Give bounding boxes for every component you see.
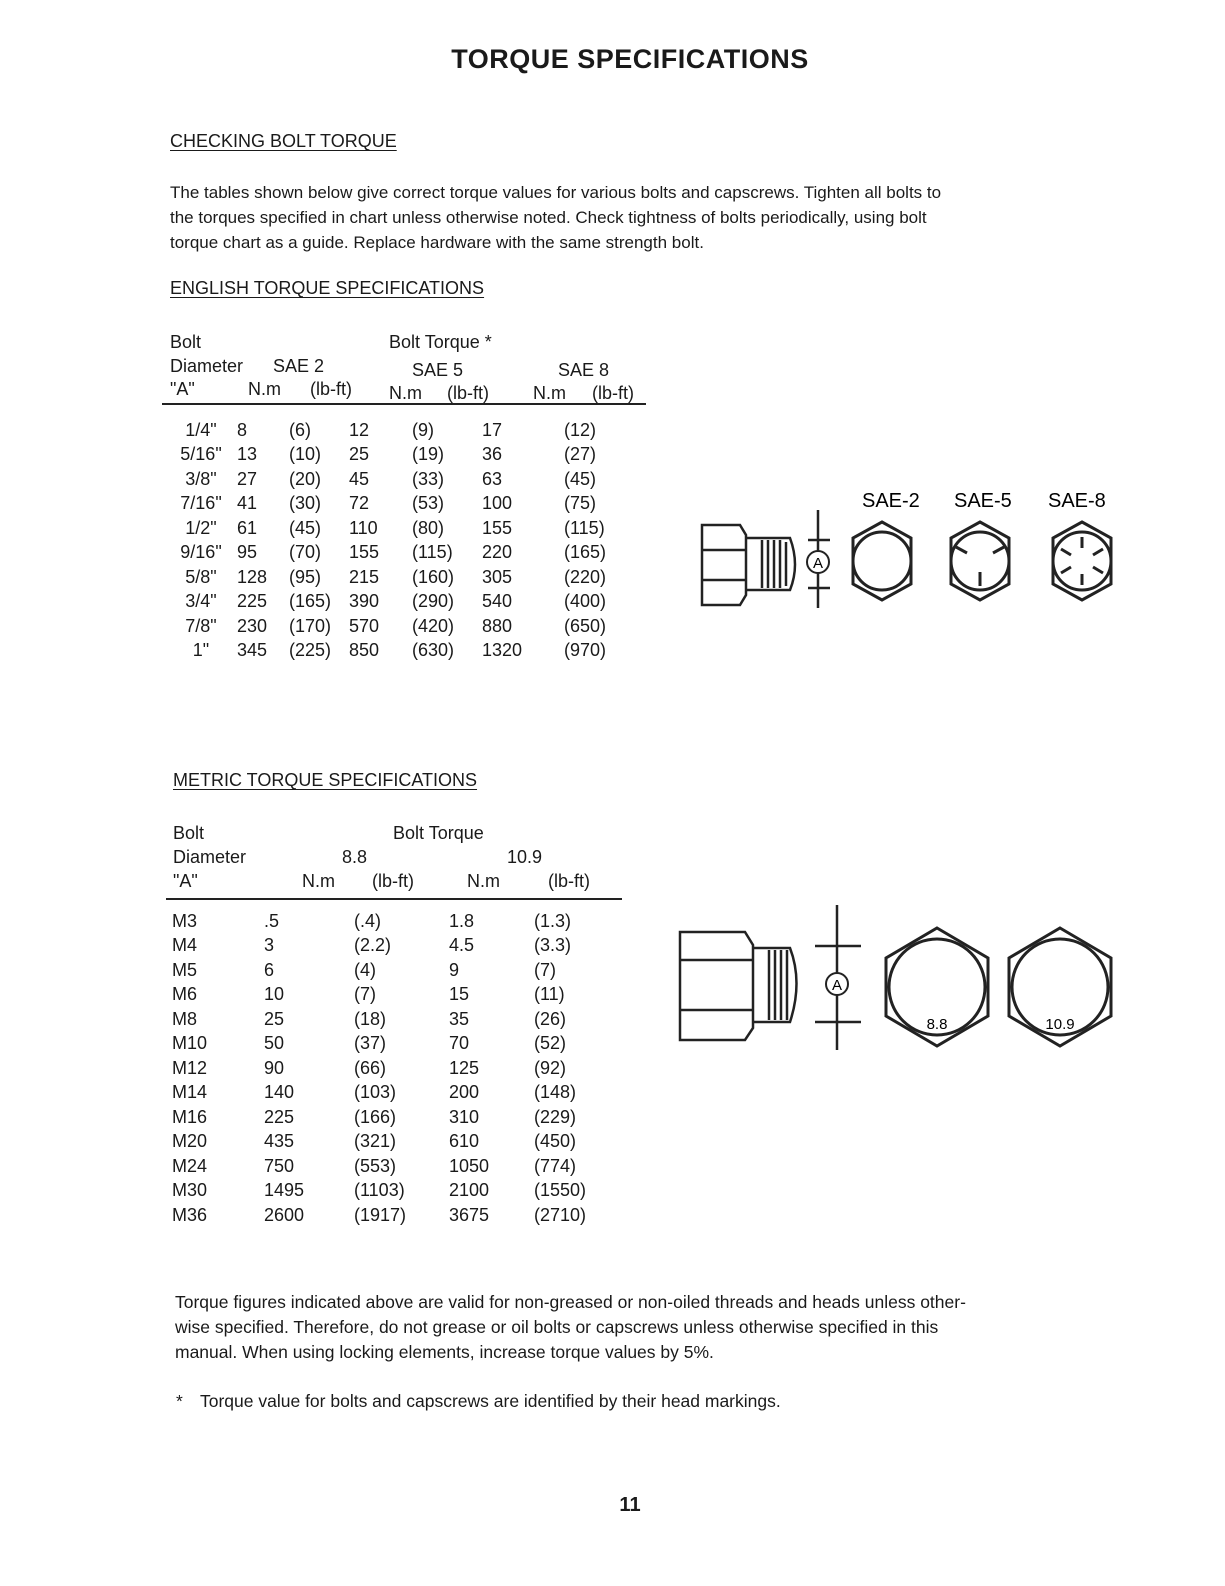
checking-line: torque chart as a guide. Replace hardware with the same strength bolt.: [170, 233, 704, 252]
page-number: 11: [619, 1494, 641, 1516]
torque-value-cell: (1917): [354, 1204, 407, 1225]
bolt-diameter-cell: M3: [172, 910, 198, 931]
table-row: [165, 565, 640, 590]
bolt-diameter-cell: M14: [172, 1082, 208, 1103]
table-row: [172, 1007, 617, 1032]
torque-value-cell: (553): [354, 1155, 397, 1176]
torque-value-cell: (630): [412, 640, 455, 661]
torque-value-cell: (30): [289, 493, 322, 514]
table-row: [172, 1105, 617, 1130]
footnote-text: Torque value for bolts and capscrews are identified by their head markings.: [200, 1391, 781, 1411]
torque-value-cell: 70: [449, 1033, 470, 1054]
torque-value-cell: 230: [237, 615, 268, 636]
english-header-nm: N.m: [248, 379, 281, 399]
torque-value-cell: 50: [264, 1033, 285, 1054]
torque-value-cell: 305: [482, 566, 513, 587]
torque-value-cell: (52): [534, 1033, 567, 1054]
torque-value-cell: (12): [564, 419, 597, 440]
bolt-diameter-cell: 1/2": [185, 517, 217, 538]
torque-value-cell: 215: [349, 566, 380, 587]
dimension-a-label: A: [812, 555, 824, 572]
torque-value-cell: 110: [349, 517, 378, 538]
metric-header-lbft: (lb-ft): [548, 871, 590, 891]
torque-value-cell: (3.3): [534, 935, 572, 956]
checking-line: the torques specified in chart unless otherwise noted. Check tightness of bolts periodically, using bolt: [170, 208, 927, 227]
table-row: [172, 1154, 617, 1179]
torque-value-cell: 435: [264, 1131, 295, 1152]
english-header-a: "A": [170, 379, 195, 399]
torque-value-cell: 850: [349, 640, 380, 661]
bolt-diameter-cell: M36: [172, 1204, 208, 1225]
torque-value-cell: 90: [264, 1057, 285, 1078]
torque-value-cell: (37): [354, 1033, 387, 1054]
bolt-diameter-cell: 7/16": [180, 493, 222, 514]
table-row: [172, 1081, 617, 1106]
torque-value-cell: 1.8: [449, 910, 475, 931]
english-header-lbft: (lb-ft): [592, 383, 634, 403]
torque-value-cell: 225: [237, 591, 268, 612]
table-row: [172, 1203, 617, 1228]
table-row: [165, 614, 640, 639]
checking-paragraph: [170, 180, 1130, 255]
bolt-diameter-cell: M10: [172, 1033, 208, 1054]
bolt-diameter-cell: M24: [172, 1155, 208, 1176]
torque-value-cell: 35: [449, 1008, 470, 1029]
torque-value-cell: 310: [449, 1106, 480, 1127]
torque-value-cell: (53): [412, 493, 445, 514]
torque-value-cell: (2.2): [354, 935, 392, 956]
torque-value-cell: 128: [237, 566, 268, 587]
metric-header-grade-8-8: 8.8: [342, 847, 368, 867]
torque-value-cell: (1.3): [534, 910, 572, 931]
grade-8-8-marking: 8.8: [926, 1016, 948, 1033]
bolt-diameter-cell: M6: [172, 984, 198, 1005]
bolt-diameter-cell: M12: [172, 1057, 208, 1078]
torque-value-cell: (774): [534, 1155, 577, 1176]
torque-value-cell: (166): [354, 1106, 397, 1127]
bolt-diameter-cell: 9/16": [180, 542, 222, 563]
bolt-diameter-cell: 3/4": [185, 591, 217, 612]
torque-value-cell: 95: [237, 542, 258, 563]
english-header-bolt: Bolt: [170, 332, 202, 352]
torque-value-cell: (229): [534, 1106, 577, 1127]
metric-header-bolt-torque: Bolt Torque: [393, 823, 484, 843]
english-header-diameter: Diameter: [170, 356, 244, 376]
metric-header-diameter: Diameter: [173, 847, 247, 867]
torque-value-cell: (650): [564, 615, 607, 636]
checking-line: The tables shown below give correct torque values for various bolts and capscrews. Tighten all bolts to: [170, 183, 942, 202]
notes-line: wise specified. Therefore, do not grease or oil bolts or capscrews unless otherwise specified in this: [175, 1317, 939, 1337]
torque-value-cell: (19): [412, 444, 445, 465]
torque-value-cell: (6): [289, 419, 311, 440]
torque-value-cell: 345: [237, 640, 268, 661]
sae2-hex-head-icon: [853, 522, 911, 600]
table-row: [165, 541, 640, 566]
torque-value-cell: 125: [449, 1057, 480, 1078]
bolt-diameter-cell: 5/16": [180, 444, 222, 465]
table-row: [165, 492, 640, 517]
metric-header-nm: N.m: [302, 871, 335, 891]
table-row: [165, 639, 640, 664]
bolt-diameter-cell: M8: [172, 1008, 198, 1029]
torque-value-cell: 220: [482, 542, 513, 563]
english-header-lbft: (lb-ft): [310, 379, 352, 399]
torque-value-cell: (225): [289, 640, 332, 661]
torque-value-cell: 4.5: [449, 935, 475, 956]
english-heading: ENGLISH TORQUE SPECIFICATIONS: [170, 278, 485, 298]
table-row: [172, 1056, 617, 1081]
bolt-diameter-cell: M5: [172, 959, 198, 980]
torque-value-cell: (.4): [354, 910, 381, 931]
table-row: [172, 958, 617, 983]
metric-header-rule: [166, 898, 622, 900]
grade-10-9-marking: 10.9: [1045, 1016, 1075, 1033]
torque-value-cell: 25: [349, 444, 370, 465]
torque-value-cell: 25: [264, 1008, 285, 1029]
torque-value-cell: 27: [237, 468, 258, 489]
torque-value-cell: (45): [564, 468, 597, 489]
table-row: [165, 418, 640, 443]
torque-value-cell: 200: [449, 1082, 480, 1103]
table-row: [165, 443, 640, 468]
torque-value-cell: (170): [289, 615, 332, 636]
torque-value-cell: 8: [237, 419, 248, 440]
english-header-sae5: SAE 5: [412, 360, 464, 380]
notes-paragraph: [175, 1290, 1135, 1365]
torque-value-cell: 570: [349, 615, 380, 636]
torque-value-cell: 45: [349, 468, 370, 489]
torque-value-cell: (18): [354, 1008, 387, 1029]
bolt-diameter-cell: 1/4": [185, 419, 217, 440]
torque-value-cell: 63: [482, 468, 503, 489]
torque-value-cell: (160): [412, 566, 455, 587]
table-row: [165, 516, 640, 541]
english-header-sae2: SAE 2: [273, 356, 325, 376]
page-title: TORQUE SPECIFICATIONS: [451, 44, 809, 74]
torque-value-cell: (1550): [534, 1180, 587, 1201]
english-torque-table: [165, 418, 640, 663]
torque-value-cell: 2600: [264, 1204, 305, 1225]
torque-value-cell: (1103): [354, 1180, 405, 1201]
torque-value-cell: (4): [354, 959, 376, 980]
torque-value-cell: (165): [289, 591, 332, 612]
torque-value-cell: 390: [349, 591, 380, 612]
torque-value-cell: (20): [289, 468, 322, 489]
torque-value-cell: 6: [264, 959, 275, 980]
torque-value-cell: (26): [534, 1008, 567, 1029]
torque-value-cell: 3675: [449, 1204, 490, 1225]
torque-value-cell: (95): [289, 566, 322, 587]
torque-value-cell: 155: [482, 517, 513, 538]
english-header-bolt-torque: Bolt Torque *: [389, 332, 492, 352]
torque-value-cell: (9): [412, 419, 434, 440]
notes-line: manual. When using locking elements, increase torque values by 5%.: [175, 1342, 714, 1362]
torque-value-cell: (80): [412, 517, 445, 538]
torque-value-cell: 880: [482, 615, 513, 636]
torque-value-cell: (33): [412, 468, 445, 489]
bolt-diameter-cell: 1": [192, 640, 210, 661]
sae5-hex-head-icon: [951, 522, 1009, 600]
metric-bolt-head-figure: [675, 900, 1125, 1060]
torque-value-cell: 10: [264, 984, 285, 1005]
torque-value-cell: 100: [482, 493, 513, 514]
table-row: [172, 983, 617, 1008]
torque-value-cell: (7): [534, 959, 556, 980]
torque-value-cell: (420): [412, 615, 455, 636]
english-header-lbft: (lb-ft): [447, 383, 489, 403]
torque-value-cell: (970): [564, 640, 607, 661]
torque-value-cell: 61: [237, 517, 258, 538]
sae8-hex-head-icon: [1053, 522, 1111, 600]
english-header-nm: N.m: [389, 383, 422, 403]
torque-value-cell: (165): [564, 542, 607, 563]
torque-value-cell: 17: [482, 419, 503, 440]
torque-value-cell: 15: [449, 984, 470, 1005]
torque-value-cell: 750: [264, 1155, 295, 1176]
metric-heading: METRIC TORQUE SPECIFICATIONS: [173, 770, 478, 790]
table-row: [172, 909, 617, 934]
english-header-nm: N.m: [533, 383, 566, 403]
torque-value-cell: 155: [349, 542, 380, 563]
torque-value-cell: 72: [349, 493, 370, 514]
torque-value-cell: (220): [564, 566, 607, 587]
torque-value-cell: (92): [534, 1057, 567, 1078]
metric-dimension-a-label: A: [831, 977, 843, 994]
sae5-label: SAE-5: [954, 490, 1012, 512]
torque-value-cell: (75): [564, 493, 597, 514]
torque-value-cell: (290): [412, 591, 455, 612]
torque-value-cell: (115): [412, 542, 453, 563]
table-row: [172, 1032, 617, 1057]
torque-value-cell: (400): [564, 591, 607, 612]
torque-value-cell: (27): [564, 444, 597, 465]
table-row: [172, 934, 617, 959]
torque-value-cell: 540: [482, 591, 513, 612]
torque-value-cell: (70): [289, 542, 322, 563]
torque-value-cell: .5: [264, 910, 280, 931]
sae8-label: SAE-8: [1048, 490, 1106, 512]
metric-torque-table: [172, 909, 617, 1228]
torque-value-cell: 9: [449, 959, 460, 980]
bolt-diameter-cell: M30: [172, 1180, 208, 1201]
torque-value-cell: 41: [237, 493, 258, 514]
metric-header-bolt: Bolt: [173, 823, 205, 843]
torque-value-cell: (148): [534, 1082, 577, 1103]
bolt-diameter-cell: M20: [172, 1131, 208, 1152]
table-row: [172, 1179, 617, 1204]
metric-header-a: "A": [173, 871, 198, 891]
metric-header-grade-10-9: 10.9: [507, 847, 543, 867]
torque-value-cell: 3: [264, 935, 275, 956]
notes-line: Torque figures indicated above are valid for non-greased or non-oiled threads and heads unless other-: [175, 1292, 966, 1312]
table-row: [165, 467, 640, 492]
torque-value-cell: 13: [237, 444, 258, 465]
metric-header-lbft: (lb-ft): [372, 871, 414, 891]
torque-value-cell: (103): [354, 1082, 397, 1103]
torque-value-cell: 12: [349, 419, 370, 440]
torque-value-cell: (45): [289, 517, 322, 538]
torque-value-cell: (115): [564, 517, 605, 538]
bolt-diameter-cell: 7/8": [185, 615, 217, 636]
torque-value-cell: 1050: [449, 1155, 490, 1176]
torque-value-cell: (11): [534, 984, 565, 1005]
torque-value-cell: 225: [264, 1106, 295, 1127]
table-row: [172, 1130, 617, 1155]
torque-value-cell: (66): [354, 1057, 387, 1078]
torque-value-cell: (10): [289, 444, 322, 465]
torque-value-cell: (321): [354, 1131, 397, 1152]
bolt-diameter-cell: M4: [172, 935, 198, 956]
torque-value-cell: (7): [354, 984, 376, 1005]
sae2-label: SAE-2: [862, 490, 920, 512]
table-row: [165, 590, 640, 615]
sae-bolt-head-figure: [690, 480, 1120, 620]
torque-value-cell: 36: [482, 444, 503, 465]
torque-value-cell: (2710): [534, 1204, 587, 1225]
english-header-sae8: SAE 8: [558, 360, 610, 380]
torque-value-cell: 1495: [264, 1180, 305, 1201]
torque-value-cell: (450): [534, 1131, 577, 1152]
english-header-rule: [162, 403, 646, 405]
bolt-diameter-cell: M16: [172, 1106, 208, 1127]
bolt-diameter-cell: 5/8": [185, 566, 217, 587]
metric-header-nm: N.m: [467, 871, 500, 891]
torque-value-cell: 140: [264, 1082, 295, 1103]
torque-value-cell: 1320: [482, 640, 523, 661]
torque-value-cell: 610: [449, 1131, 480, 1152]
checking-heading: CHECKING BOLT TORQUE: [170, 131, 397, 151]
footnote-mark: *: [176, 1391, 183, 1411]
torque-value-cell: 2100: [449, 1180, 490, 1201]
bolt-diameter-cell: 3/8": [185, 468, 217, 489]
